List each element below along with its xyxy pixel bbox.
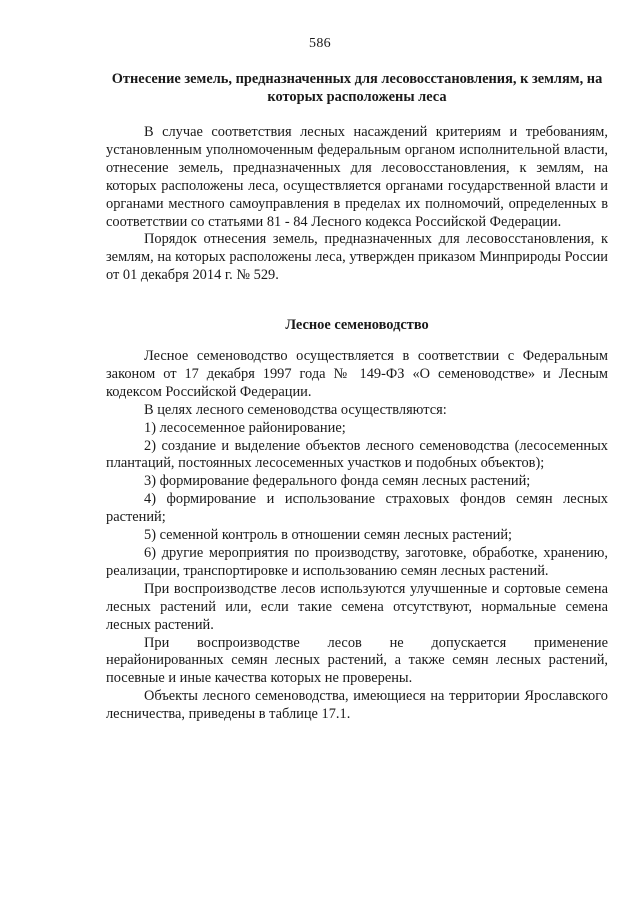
section-body-forest-seed-production <box>106 348 608 724</box>
paragraph: Лесное семеноводство осуществляется в соответствии с Федеральным законом от 17 декабря 1997 года № 149-ФЗ «О семеноводстве» и Лесным кодексом Российской Федерации. <box>106 348 608 400</box>
paragraph: Порядок отнесения земель, предназначенных для лесовосстановления, к землям, на которых расположены леса, утвержден приказом Минприроды России от 01 декабря 2014 г. № 529. <box>106 231 608 284</box>
list-item: 1) лесосеменное районирование; <box>144 419 346 436</box>
section-heading-forest-seed-production: Лесное семеноводство <box>285 317 429 333</box>
page-number: 586 <box>309 36 331 51</box>
list-item: 2) создание и выделение объектов лесного семеноводства (лесосеменных плантаций, постоянных лесосеменных участков и подобных объектов); <box>106 437 608 472</box>
list-item: 3) формирование федерального фонда семян лесных растений; <box>144 473 531 490</box>
list-item: 6) другие мероприятия по производству, заготовке, обработке, хранению, реализации, транспортировке и использованию семян лесных растений. <box>106 544 608 579</box>
list-item: 5) семенной контроль в отношении семян лесных растений; <box>144 527 513 544</box>
section-body-land-classification <box>106 124 608 285</box>
paragraph: При воспроизводстве лесов не допускается применение нерайонированных семян лесных растений, а также семян лесных растений, посевные и иные качества которых не проверены. <box>106 634 608 687</box>
paragraph: Объекты лесного семеноводства, имеющиеся на территории Ярославского лесничества, приведены в таблице 17.1. <box>106 688 608 723</box>
section-heading-land-classification: Отнесение земель, предназначенных для лесовосстановления, к землям, на которых расположены леса <box>111 71 603 105</box>
list-item: 4) формирование и использование страховых фондов семян лесных растений; <box>106 491 608 526</box>
paragraph: При воспроизводстве лесов используются улучшенные и сортовые семена лесных растений или, если такие семена отсутствуют, нормальные семена лесных растений. <box>106 580 608 633</box>
paragraph: В целях лесного семеноводства осуществляются: <box>144 401 447 418</box>
paragraph: В случае соответствия лесных насаждений критериям и требованиям, установленным уполномоченным федеральным органом исполнительной власти, отнесение земель, предназначенных для лесовосстановления, к землям, на которых расположены леса, осуществляется органами государственной власти и органами местного самоуправления в пределах их полномочий, определенных в соответствии со статьями 81 - 84 Лесного кодекса Российской Федерации. <box>106 124 608 230</box>
